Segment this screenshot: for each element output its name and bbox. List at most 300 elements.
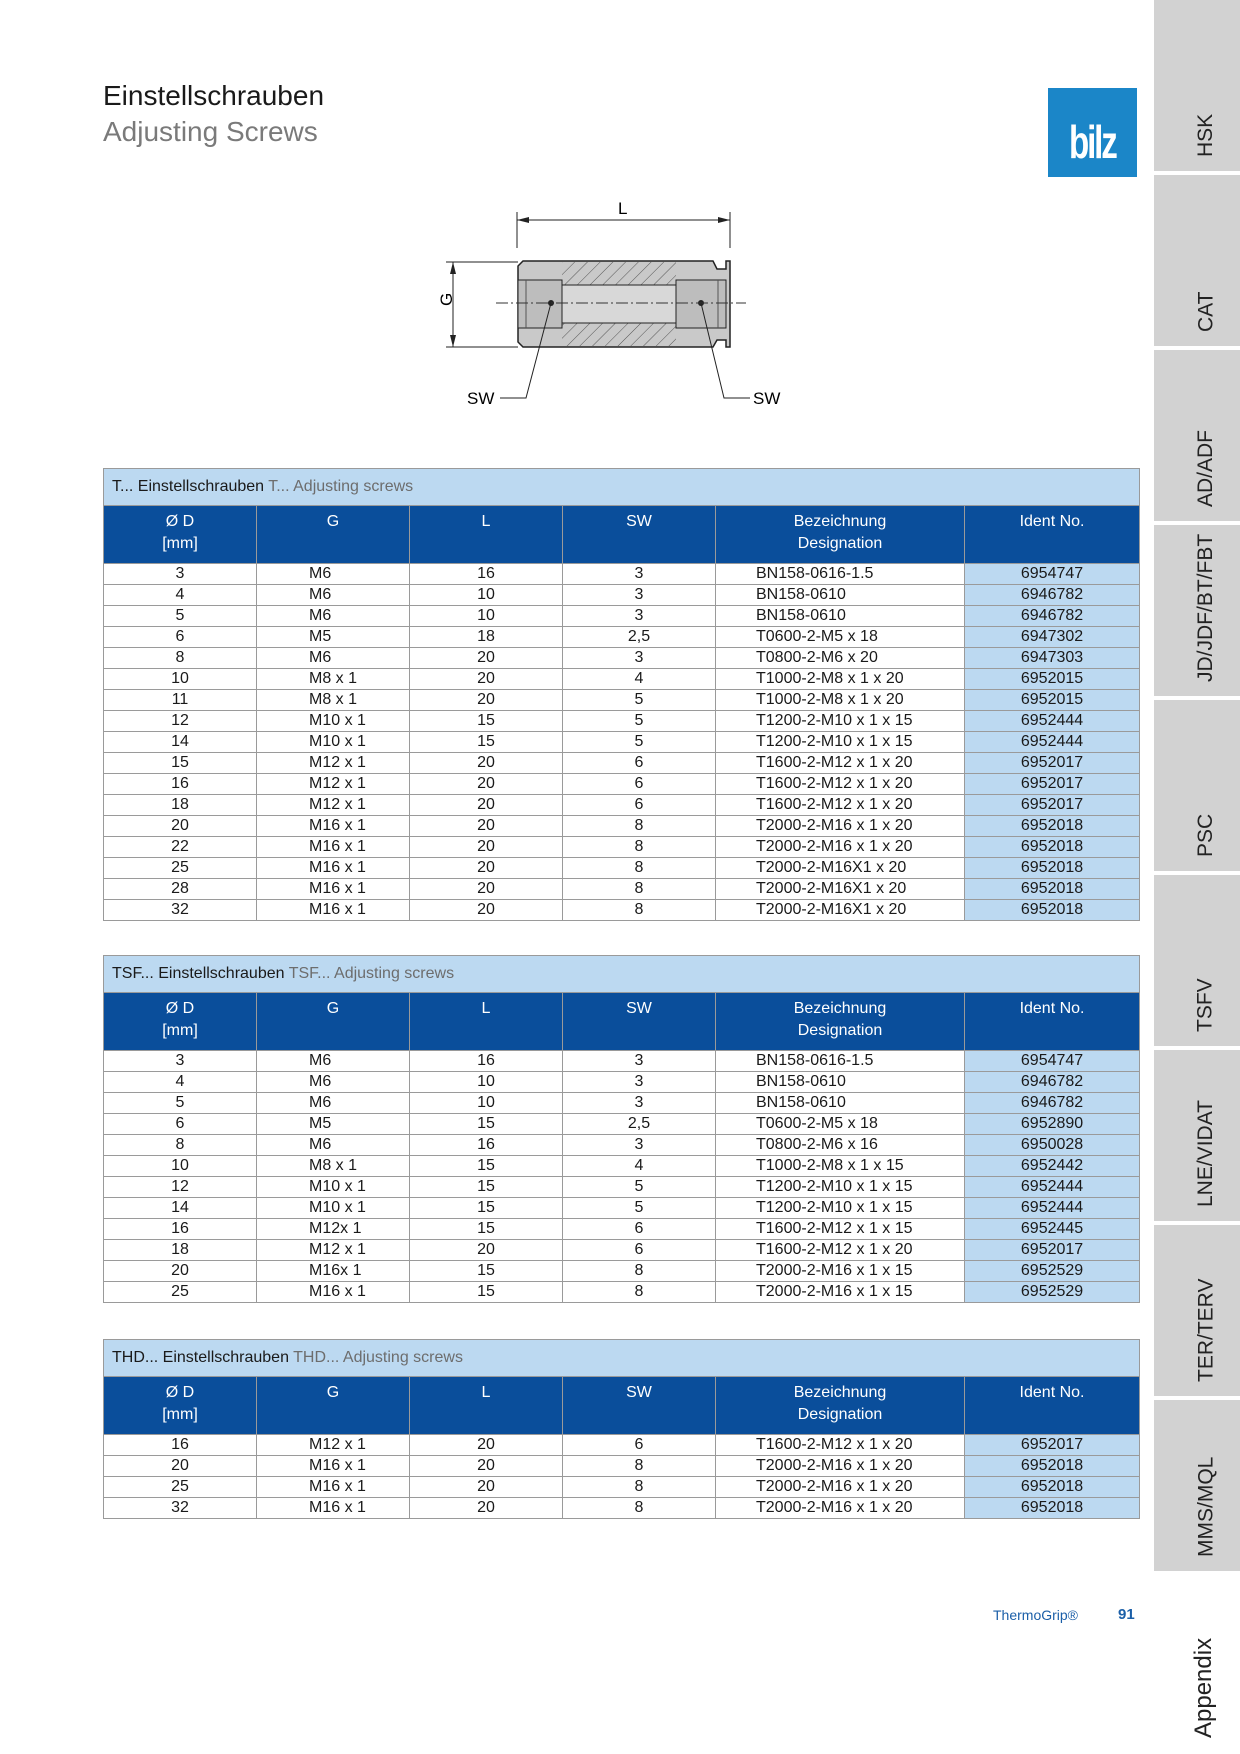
table-row <box>104 1435 1140 1456</box>
cell-ident-number: 6952017 <box>965 753 1140 774</box>
cell-thread: M10 x 1 <box>257 732 410 753</box>
cell-diameter: 12 <box>104 711 257 732</box>
tab-label: AD/ADF <box>1194 429 1217 507</box>
table-row <box>104 753 1140 774</box>
cell-thread: M12 x 1 <box>257 774 410 795</box>
label-sw-left: SW <box>467 389 495 408</box>
table-caption <box>104 469 1140 506</box>
cell-diameter: 18 <box>104 1240 257 1261</box>
cell-designation: T2000-2-M16X1 x 20 <box>716 858 965 879</box>
cell-length: 20 <box>410 1435 563 1456</box>
header-text: G <box>326 1384 340 1401</box>
cell-thread: M5 <box>257 1114 410 1135</box>
cell-diameter: 8 <box>104 1135 257 1156</box>
cell-ident-number: 6952015 <box>965 669 1140 690</box>
header-text: Designation <box>797 535 883 552</box>
cell-length: 15 <box>410 1114 563 1135</box>
tab-label: PSC <box>1194 813 1217 857</box>
cell-wrench-size: 8 <box>563 816 716 837</box>
page-title: Einstellschrauben <box>103 80 325 111</box>
column-header-length <box>410 1377 563 1435</box>
header-text: [mm] <box>162 1406 198 1423</box>
cell-wrench-size: 6 <box>563 1219 716 1240</box>
column-header-designation <box>716 1377 965 1435</box>
cell-ident-number: 6946782 <box>965 1072 1140 1093</box>
tab-label: Appendix <box>1190 1637 1217 1738</box>
cell-wrench-size: 6 <box>563 774 716 795</box>
cell-designation: T1200-2-M10 x 1 x 15 <box>716 1198 965 1219</box>
hatch-bottom <box>562 323 676 346</box>
cell-wrench-size: 8 <box>563 837 716 858</box>
cell-thread: M6 <box>257 606 410 627</box>
table-caption-row <box>104 956 1140 993</box>
cell-length: 20 <box>410 795 563 816</box>
table-row <box>104 1177 1140 1198</box>
table-row <box>104 627 1140 648</box>
cell-thread: M12 x 1 <box>257 753 410 774</box>
table-row <box>104 1240 1140 1261</box>
cell-thread: M16 x 1 <box>257 900 410 921</box>
cell-ident-number: 6947303 <box>965 648 1140 669</box>
table-row <box>104 795 1140 816</box>
table-row <box>104 1135 1140 1156</box>
table-header-row <box>104 1377 1140 1435</box>
cell-wrench-size: 3 <box>563 585 716 606</box>
header-text: Designation <box>797 1022 883 1039</box>
cell-diameter: 5 <box>104 606 257 627</box>
cell-wrench-size: 6 <box>563 1240 716 1261</box>
cell-diameter: 28 <box>104 879 257 900</box>
header-text: Ø D <box>165 513 195 530</box>
cell-diameter: 11 <box>104 690 257 711</box>
table-row <box>104 711 1140 732</box>
cell-length: 10 <box>410 1093 563 1114</box>
cell-thread: M12x 1 <box>257 1219 410 1240</box>
table-row <box>104 585 1140 606</box>
table-row <box>104 606 1140 627</box>
header-text: Ø D <box>165 1000 195 1017</box>
cell-thread: M6 <box>257 1051 410 1072</box>
table-row <box>104 1261 1140 1282</box>
cell-thread: M10 x 1 <box>257 711 410 732</box>
cell-thread: M12 x 1 <box>257 1240 410 1261</box>
cell-length: 15 <box>410 1198 563 1219</box>
table-row <box>104 1051 1140 1072</box>
cell-ident-number: 6954747 <box>965 564 1140 585</box>
cell-ident-number: 6952018 <box>965 1477 1140 1498</box>
cell-length: 20 <box>410 669 563 690</box>
cell-length: 20 <box>410 648 563 669</box>
cell-ident-number: 6952529 <box>965 1282 1140 1303</box>
cell-designation: BN158-0610 <box>716 1093 965 1114</box>
cell-wrench-size: 3 <box>563 1093 716 1114</box>
page-number: 91 <box>1118 1606 1135 1623</box>
table-row <box>104 879 1140 900</box>
column-header-wrench-size <box>563 506 716 564</box>
cell-diameter: 16 <box>104 1435 257 1456</box>
arrow-right-icon <box>718 217 730 223</box>
cell-length: 20 <box>410 690 563 711</box>
cell-ident-number: 6952444 <box>965 711 1140 732</box>
bore <box>562 285 676 323</box>
cell-thread: M16 x 1 <box>257 1477 410 1498</box>
cell-designation: BN158-0610 <box>716 606 965 627</box>
cell-thread: M6 <box>257 585 410 606</box>
cell-thread: M16 x 1 <box>257 858 410 879</box>
header-text: L <box>481 513 491 530</box>
column-header-thread <box>257 506 410 564</box>
cell-diameter: 25 <box>104 1282 257 1303</box>
cell-thread: M16 x 1 <box>257 816 410 837</box>
table-row <box>104 837 1140 858</box>
cell-diameter: 16 <box>104 1219 257 1240</box>
cell-designation: T2000-2-M16 x 1 x 20 <box>716 837 965 858</box>
logo-text: bilz <box>1069 116 1116 168</box>
cell-thread: M6 <box>257 1093 410 1114</box>
cell-ident-number: 6952890 <box>965 1114 1140 1135</box>
cell-ident-number: 6952018 <box>965 837 1140 858</box>
cell-wrench-size: 6 <box>563 795 716 816</box>
cell-diameter: 20 <box>104 816 257 837</box>
cell-diameter: 25 <box>104 1477 257 1498</box>
tab-hsk[interactable] <box>1154 0 1240 173</box>
cell-wrench-size: 4 <box>563 1156 716 1177</box>
cell-thread: M16 x 1 <box>257 1456 410 1477</box>
cell-ident-number: 6952015 <box>965 690 1140 711</box>
cell-ident-number: 6952018 <box>965 1456 1140 1477</box>
cell-diameter: 10 <box>104 1156 257 1177</box>
cell-length: 10 <box>410 585 563 606</box>
cell-wrench-size: 5 <box>563 732 716 753</box>
caption-en: T... Adjusting screws <box>268 478 414 495</box>
header-text: [mm] <box>162 535 198 552</box>
cell-designation: T1200-2-M10 x 1 x 15 <box>716 1177 965 1198</box>
table-row <box>104 774 1140 795</box>
bilz-logo <box>1048 88 1137 177</box>
cell-designation: T1000-2-M8 x 1 x 20 <box>716 669 965 690</box>
cell-designation: BN158-0616-1.5 <box>716 564 965 585</box>
header-text: Ident No. <box>1019 513 1085 530</box>
cell-wrench-size: 8 <box>563 1282 716 1303</box>
cell-ident-number: 6952017 <box>965 1240 1140 1261</box>
cell-length: 20 <box>410 1498 563 1519</box>
cell-wrench-size: 8 <box>563 1498 716 1519</box>
cell-diameter: 20 <box>104 1261 257 1282</box>
header-text: Bezeichnung <box>793 513 887 530</box>
cell-thread: M10 x 1 <box>257 1177 410 1198</box>
cell-length: 10 <box>410 606 563 627</box>
header-text: G <box>326 513 340 530</box>
table-row <box>104 1156 1140 1177</box>
cell-diameter: 20 <box>104 1456 257 1477</box>
cell-thread: M16 x 1 <box>257 1498 410 1519</box>
cell-wrench-size: 8 <box>563 1456 716 1477</box>
table-row <box>104 1477 1140 1498</box>
column-header-diameter <box>104 993 257 1051</box>
cell-designation: BN158-0610 <box>716 585 965 606</box>
cell-length: 15 <box>410 1282 563 1303</box>
cell-length: 16 <box>410 1051 563 1072</box>
cell-designation: T2000-2-M16 x 1 x 20 <box>716 816 965 837</box>
cell-thread: M8 x 1 <box>257 1156 410 1177</box>
header-text: L <box>481 1384 491 1401</box>
hatch-top <box>562 262 676 285</box>
cell-diameter: 3 <box>104 1051 257 1072</box>
header-text: Designation <box>797 1406 883 1423</box>
header-text: Bezeichnung <box>793 1384 887 1401</box>
caption-en: TSF... Adjusting screws <box>288 965 455 982</box>
column-header-diameter <box>104 506 257 564</box>
column-header-designation <box>716 993 965 1051</box>
table-row <box>104 1456 1140 1477</box>
arrow-left-icon <box>517 217 529 223</box>
cell-wrench-size: 8 <box>563 879 716 900</box>
table-row <box>104 1198 1140 1219</box>
cell-ident-number: 6946782 <box>965 1093 1140 1114</box>
table-caption-row <box>104 1340 1140 1377</box>
cell-wrench-size: 5 <box>563 690 716 711</box>
arrow-up-icon <box>450 262 456 274</box>
table-row <box>104 900 1140 921</box>
cell-wrench-size: 5 <box>563 1177 716 1198</box>
cell-thread: M6 <box>257 1072 410 1093</box>
cell-designation: T1600-2-M12 x 1 x 20 <box>716 753 965 774</box>
cell-length: 20 <box>410 858 563 879</box>
cell-wrench-size: 4 <box>563 669 716 690</box>
page-subtitle: Adjusting Screws <box>103 116 318 147</box>
table-row <box>104 648 1140 669</box>
cell-designation: T2000-2-M16X1 x 20 <box>716 900 965 921</box>
cell-diameter: 3 <box>104 564 257 585</box>
cell-designation: T1200-2-M10 x 1 x 15 <box>716 711 965 732</box>
table-row <box>104 816 1140 837</box>
cell-designation: T1600-2-M12 x 1 x 20 <box>716 1240 965 1261</box>
header-text: G <box>326 1000 340 1017</box>
header-text: Ø D <box>165 1384 195 1401</box>
screw-drawing <box>430 190 781 420</box>
caption-de: TSF... Einstellschrauben <box>112 965 285 982</box>
tab-jd-jdf-bt-fbt[interactable] <box>1154 525 1240 698</box>
product-table-thd <box>103 1339 1140 1519</box>
table-header-row <box>104 506 1140 564</box>
tab-label: LNE/VIDAT <box>1194 1100 1217 1207</box>
cell-designation: T1000-2-M8 x 1 x 20 <box>716 690 965 711</box>
table-row <box>104 858 1140 879</box>
caption-de: T... Einstellschrauben <box>112 478 265 495</box>
cell-designation: BN158-0610 <box>716 1072 965 1093</box>
cell-diameter: 15 <box>104 753 257 774</box>
cell-length: 20 <box>410 816 563 837</box>
tab-ad-adf[interactable] <box>1154 350 1240 523</box>
cell-wrench-size: 8 <box>563 1261 716 1282</box>
cell-ident-number: 6946782 <box>965 606 1140 627</box>
tab-mms-mql[interactable] <box>1154 1400 1240 1573</box>
cell-length: 15 <box>410 1177 563 1198</box>
cell-designation: BN158-0616-1.5 <box>716 1051 965 1072</box>
cell-length: 20 <box>410 1240 563 1261</box>
column-header-ident-number <box>965 993 1140 1051</box>
cell-diameter: 32 <box>104 900 257 921</box>
table-row <box>104 669 1140 690</box>
cell-designation: T2000-2-M16 x 1 x 20 <box>716 1477 965 1498</box>
cell-length: 15 <box>410 711 563 732</box>
cell-wrench-size: 6 <box>563 753 716 774</box>
tab-ter-terv[interactable] <box>1154 1225 1240 1398</box>
cell-length: 20 <box>410 1456 563 1477</box>
header-text: Ident No. <box>1019 1384 1085 1401</box>
cell-length: 20 <box>410 753 563 774</box>
table-row <box>104 732 1140 753</box>
table-row <box>104 1072 1140 1093</box>
table-caption <box>104 1340 1140 1377</box>
cell-thread: M10 x 1 <box>257 1198 410 1219</box>
cell-diameter: 5 <box>104 1093 257 1114</box>
tab-appendix[interactable] <box>1154 1575 1240 1754</box>
cell-wrench-size: 3 <box>563 606 716 627</box>
cell-designation: T0600-2-M5 x 18 <box>716 627 965 648</box>
cell-wrench-size: 3 <box>563 648 716 669</box>
cell-length: 15 <box>410 1261 563 1282</box>
header-text: [mm] <box>162 1022 198 1039</box>
cell-thread: M16x 1 <box>257 1261 410 1282</box>
column-header-designation <box>716 506 965 564</box>
cell-ident-number: 6952442 <box>965 1156 1140 1177</box>
cell-diameter: 18 <box>104 795 257 816</box>
tab-label: TER/TERV <box>1194 1278 1217 1382</box>
table-row <box>104 1114 1140 1135</box>
product-table-tsf <box>103 955 1140 1303</box>
cell-diameter: 6 <box>104 627 257 648</box>
cell-diameter: 8 <box>104 648 257 669</box>
cell-designation: T1200-2-M10 x 1 x 15 <box>716 732 965 753</box>
cell-designation: T2000-2-M16X1 x 20 <box>716 879 965 900</box>
cell-thread: M8 x 1 <box>257 669 410 690</box>
cell-wrench-size: 3 <box>563 1051 716 1072</box>
cell-designation: T1600-2-M12 x 1 x 20 <box>716 795 965 816</box>
cell-thread: M5 <box>257 627 410 648</box>
cell-ident-number: 6952018 <box>965 900 1140 921</box>
hex-socket-left <box>518 280 562 328</box>
cell-thread: M6 <box>257 564 410 585</box>
cell-length: 16 <box>410 1135 563 1156</box>
tab-psc[interactable] <box>1154 700 1240 873</box>
header-text: SW <box>626 513 652 530</box>
cell-length: 20 <box>410 1477 563 1498</box>
cell-ident-number: 6952018 <box>965 816 1140 837</box>
cell-ident-number: 6954747 <box>965 1051 1140 1072</box>
cell-diameter: 4 <box>104 1072 257 1093</box>
table-row <box>104 1093 1140 1114</box>
cell-length: 20 <box>410 774 563 795</box>
cell-ident-number: 6952017 <box>965 774 1140 795</box>
cell-length: 15 <box>410 1219 563 1240</box>
cell-thread: M12 x 1 <box>257 1435 410 1456</box>
cell-wrench-size: 5 <box>563 1198 716 1219</box>
cell-wrench-size: 2,5 <box>563 627 716 648</box>
table-row <box>104 1498 1140 1519</box>
table-row <box>104 564 1140 585</box>
cell-diameter: 16 <box>104 774 257 795</box>
header-text: Ident No. <box>1019 1000 1085 1017</box>
header-text: Bezeichnung <box>793 1000 887 1017</box>
cell-designation: T0800-2-M6 x 20 <box>716 648 965 669</box>
cell-wrench-size: 2,5 <box>563 1114 716 1135</box>
cell-diameter: 10 <box>104 669 257 690</box>
cell-designation: T1000-2-M8 x 1 x 15 <box>716 1156 965 1177</box>
cell-wrench-size: 8 <box>563 900 716 921</box>
label-g: G <box>437 292 456 306</box>
cell-ident-number: 6952529 <box>965 1261 1140 1282</box>
cell-length: 16 <box>410 564 563 585</box>
cell-wrench-size: 3 <box>563 1135 716 1156</box>
cell-ident-number: 6952018 <box>965 858 1140 879</box>
cell-wrench-size: 8 <box>563 858 716 879</box>
tab-lne-vidat[interactable] <box>1154 1050 1240 1223</box>
tab-label: HSK <box>1194 113 1217 157</box>
label-l: L <box>618 199 628 218</box>
cell-ident-number: 6952445 <box>965 1219 1140 1240</box>
header-text: SW <box>626 1384 652 1401</box>
cell-ident-number: 6947302 <box>965 627 1140 648</box>
cell-wrench-size: 3 <box>563 564 716 585</box>
tab-cat[interactable] <box>1154 175 1240 348</box>
cell-designation: T1600-2-M12 x 1 x 15 <box>716 1219 965 1240</box>
cell-ident-number: 6952444 <box>965 732 1140 753</box>
cell-length: 20 <box>410 900 563 921</box>
cell-designation: T2000-2-M16 x 1 x 20 <box>716 1456 965 1477</box>
cell-wrench-size: 6 <box>563 1435 716 1456</box>
cell-designation: T1600-2-M12 x 1 x 20 <box>716 1435 965 1456</box>
column-header-ident-number <box>965 1377 1140 1435</box>
column-header-thread <box>257 1377 410 1435</box>
cell-diameter: 12 <box>104 1177 257 1198</box>
cell-designation: T1600-2-M12 x 1 x 20 <box>716 774 965 795</box>
cell-diameter: 4 <box>104 585 257 606</box>
cell-ident-number: 6952444 <box>965 1177 1140 1198</box>
cell-thread: M16 x 1 <box>257 837 410 858</box>
cell-diameter: 22 <box>104 837 257 858</box>
tab-tsfv[interactable] <box>1154 875 1240 1048</box>
cell-thread: M16 x 1 <box>257 1282 410 1303</box>
cell-length: 20 <box>410 879 563 900</box>
cell-ident-number: 6952018 <box>965 1498 1140 1519</box>
cell-thread: M16 x 1 <box>257 879 410 900</box>
cell-designation: T2000-2-M16 x 1 x 15 <box>716 1282 965 1303</box>
cell-designation: T2000-2-M16 x 1 x 20 <box>716 1498 965 1519</box>
column-header-wrench-size <box>563 1377 716 1435</box>
cell-length: 18 <box>410 627 563 648</box>
cell-ident-number: 6952444 <box>965 1198 1140 1219</box>
product-table-t <box>103 468 1140 921</box>
tab-label: MMS/MQL <box>1194 1456 1217 1557</box>
column-header-ident-number <box>965 506 1140 564</box>
cell-diameter: 14 <box>104 732 257 753</box>
cell-thread: M12 x 1 <box>257 795 410 816</box>
cell-thread: M6 <box>257 648 410 669</box>
cell-wrench-size: 3 <box>563 1072 716 1093</box>
footer-brand: ThermoGrip® <box>993 1607 1078 1623</box>
cell-thread: M6 <box>257 1135 410 1156</box>
header-text: L <box>481 1000 491 1017</box>
cell-length: 15 <box>410 732 563 753</box>
column-header-length <box>410 993 563 1051</box>
column-header-wrench-size <box>563 993 716 1051</box>
table-row <box>104 1282 1140 1303</box>
cell-designation: T2000-2-M16 x 1 x 15 <box>716 1261 965 1282</box>
header-text: SW <box>626 1000 652 1017</box>
table-row <box>104 690 1140 711</box>
arrow-down-icon <box>450 335 456 347</box>
